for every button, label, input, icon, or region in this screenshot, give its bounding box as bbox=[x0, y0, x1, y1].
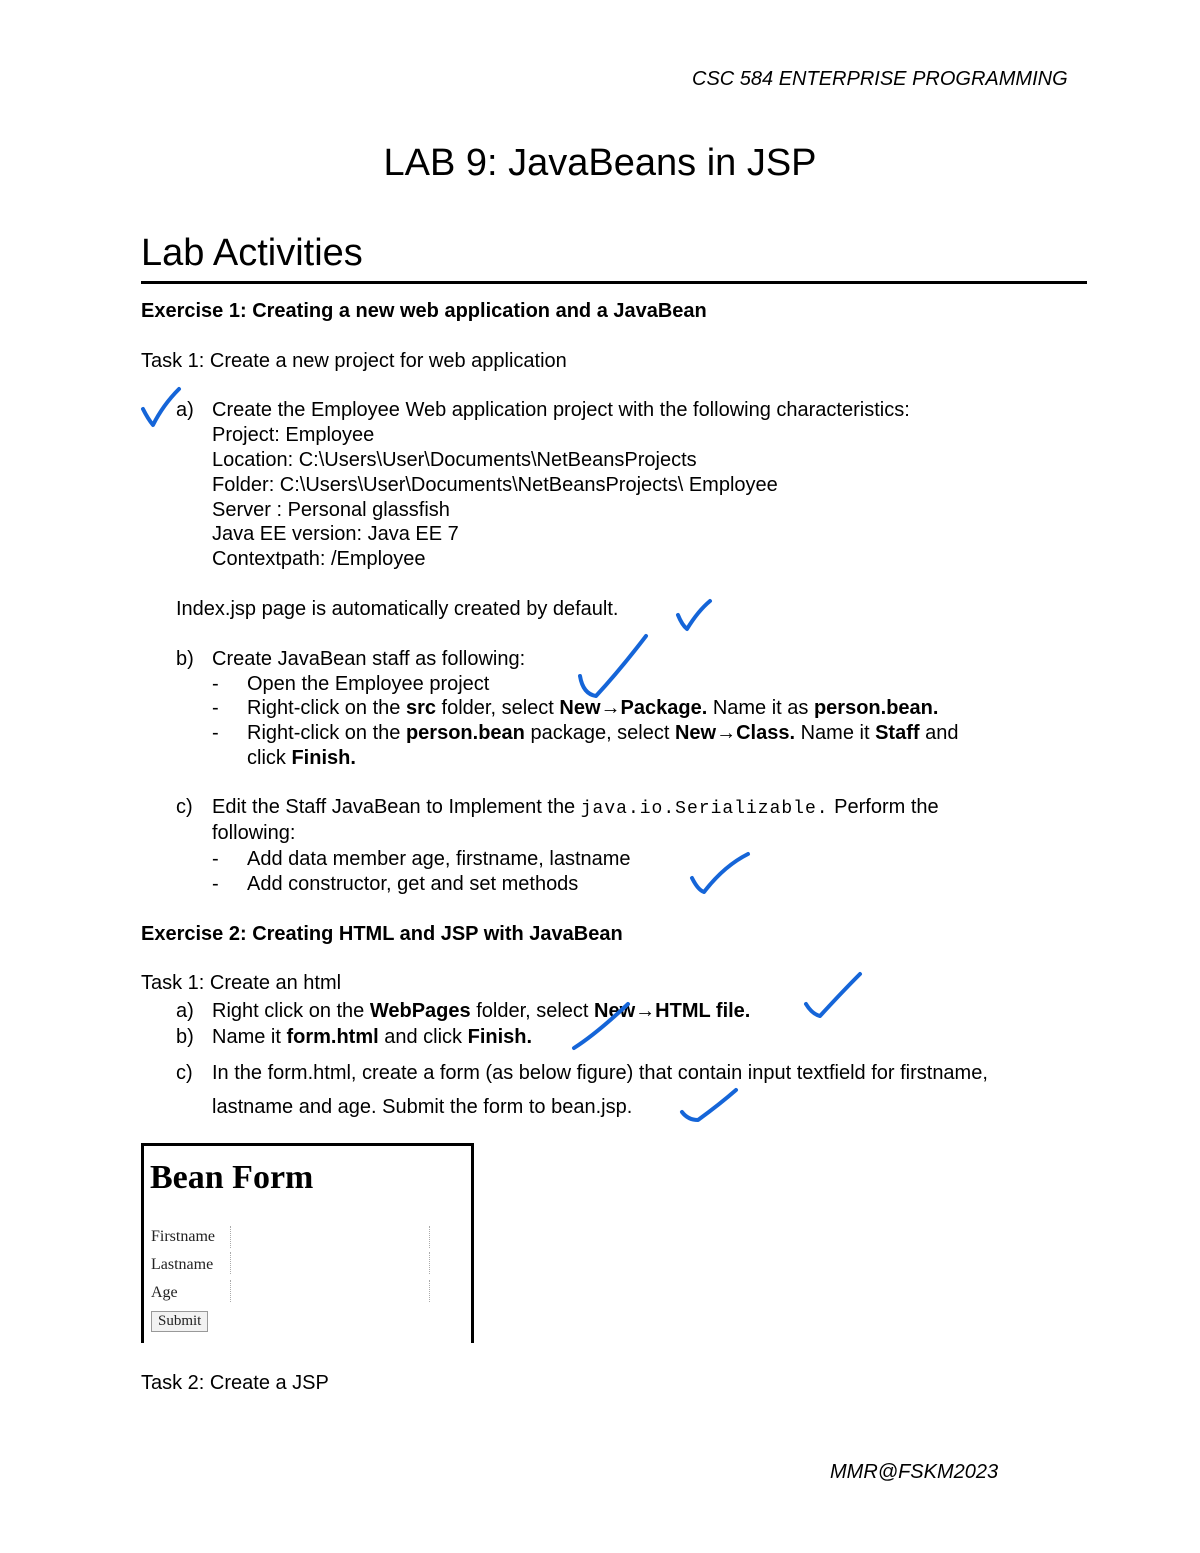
ex1-b-text: Create JavaBean staff as following: bbox=[212, 648, 526, 670]
ex1-b-bullet3-cont: click Finish. bbox=[247, 747, 356, 769]
checkmark-icon bbox=[566, 998, 638, 1058]
checkmark-icon bbox=[676, 1086, 742, 1126]
ex2-c-text-cont: lastname and age. Submit the form to bean.jsp. bbox=[212, 1096, 633, 1118]
page-header: CSC 584 ENTERPRISE PROGRAMMING bbox=[692, 68, 1068, 90]
bullet-dash: - bbox=[212, 848, 219, 870]
ex2-task2: Task 2: Create a JSP bbox=[141, 1372, 329, 1394]
firstname-field bbox=[230, 1226, 430, 1248]
ex2-a-label: a) bbox=[176, 1000, 194, 1022]
ex1-b-bullet3: Right-click on the person.bean package, select New→Class. Name it Staff and bbox=[247, 722, 959, 744]
ex1-c-text-cont: following: bbox=[212, 822, 296, 844]
ex1-c-bullet1: Add data member age, firstname, lastname bbox=[247, 848, 631, 870]
page-title: LAB 9: JavaBeans in JSP bbox=[383, 142, 817, 184]
serializable-code: java.io.Serializable. bbox=[580, 799, 829, 819]
checkmark-icon bbox=[686, 850, 754, 896]
bean-form-title: Bean Form bbox=[150, 1159, 314, 1196]
submit-button: Submit bbox=[151, 1311, 208, 1332]
ex2-c-label: c) bbox=[176, 1062, 193, 1084]
bullet-dash: - bbox=[212, 673, 219, 695]
exercise-2-heading: Exercise 2: Creating HTML and JSP with JavaBean bbox=[141, 923, 623, 945]
ex2-c-text: In the form.html, create a form (as below figure) that contain input textfield for firstname, bbox=[212, 1062, 988, 1084]
ex1-a-line: Folder: C:\Users\User\Documents\NetBeansProjects\ Employee bbox=[212, 474, 778, 496]
bean-form-figure bbox=[141, 1143, 474, 1343]
page-footer: MMR@FSKM2023 bbox=[830, 1461, 999, 1483]
section-divider bbox=[141, 281, 1087, 284]
ex1-b-label: b) bbox=[176, 648, 194, 670]
ex1-a-line: Server : Personal glassfish bbox=[212, 499, 450, 521]
ex1-b-bullet2: Right-click on the src folder, select New→Package. Name it as person.bean. bbox=[247, 697, 939, 719]
ex1-a-line: Contextpath: /Employee bbox=[212, 548, 426, 570]
firstname-label: Firstname bbox=[151, 1228, 215, 1245]
ex1-task1: Task 1: Create a new project for web application bbox=[141, 350, 567, 372]
index-note: Index.jsp page is automatically created by default. bbox=[176, 598, 619, 620]
checkmark-icon bbox=[670, 597, 718, 637]
ex2-task1: Task 1: Create an html bbox=[141, 972, 342, 994]
checkmark-icon bbox=[574, 630, 654, 702]
ex1-a-label: a) bbox=[176, 399, 194, 421]
ex2-a-text: Right click on the WebPages folder, select New→HTML file. bbox=[212, 1000, 751, 1022]
ex1-b-bullet1: Open the Employee project bbox=[247, 673, 490, 695]
ex1-c-bullet2: Add constructor, get and set methods bbox=[247, 873, 579, 895]
ex1-a-line: Java EE version: Java EE 7 bbox=[212, 523, 459, 545]
age-label: Age bbox=[151, 1284, 178, 1301]
checkmark-icon bbox=[135, 383, 185, 431]
lastname-label: Lastname bbox=[151, 1256, 214, 1273]
age-field bbox=[230, 1280, 430, 1302]
checkmark-icon bbox=[800, 970, 866, 1024]
ex2-b-label: b) bbox=[176, 1026, 194, 1048]
ex1-c-label: c) bbox=[176, 796, 193, 818]
bullet-dash: - bbox=[212, 873, 219, 895]
ex1-a-line: Location: C:\Users\User\Documents\NetBeansProjects bbox=[212, 449, 697, 471]
lastname-field bbox=[230, 1252, 430, 1274]
ex1-c-text: Edit the Staff JavaBean to Implement the java.io.Serializable. Perform the bbox=[212, 796, 939, 819]
ex1-a-line: Project: Employee bbox=[212, 424, 375, 446]
bullet-dash: - bbox=[212, 722, 219, 744]
ex1-a-text: Create the Employee Web application project with the following characteristics: bbox=[212, 399, 910, 421]
bullet-dash: - bbox=[212, 697, 219, 719]
exercise-1-heading: Exercise 1: Creating a new web application and a JavaBean bbox=[141, 300, 707, 322]
section-heading: Lab Activities bbox=[141, 232, 363, 274]
ex2-b-text: Name it form.html and click Finish. bbox=[212, 1026, 533, 1048]
